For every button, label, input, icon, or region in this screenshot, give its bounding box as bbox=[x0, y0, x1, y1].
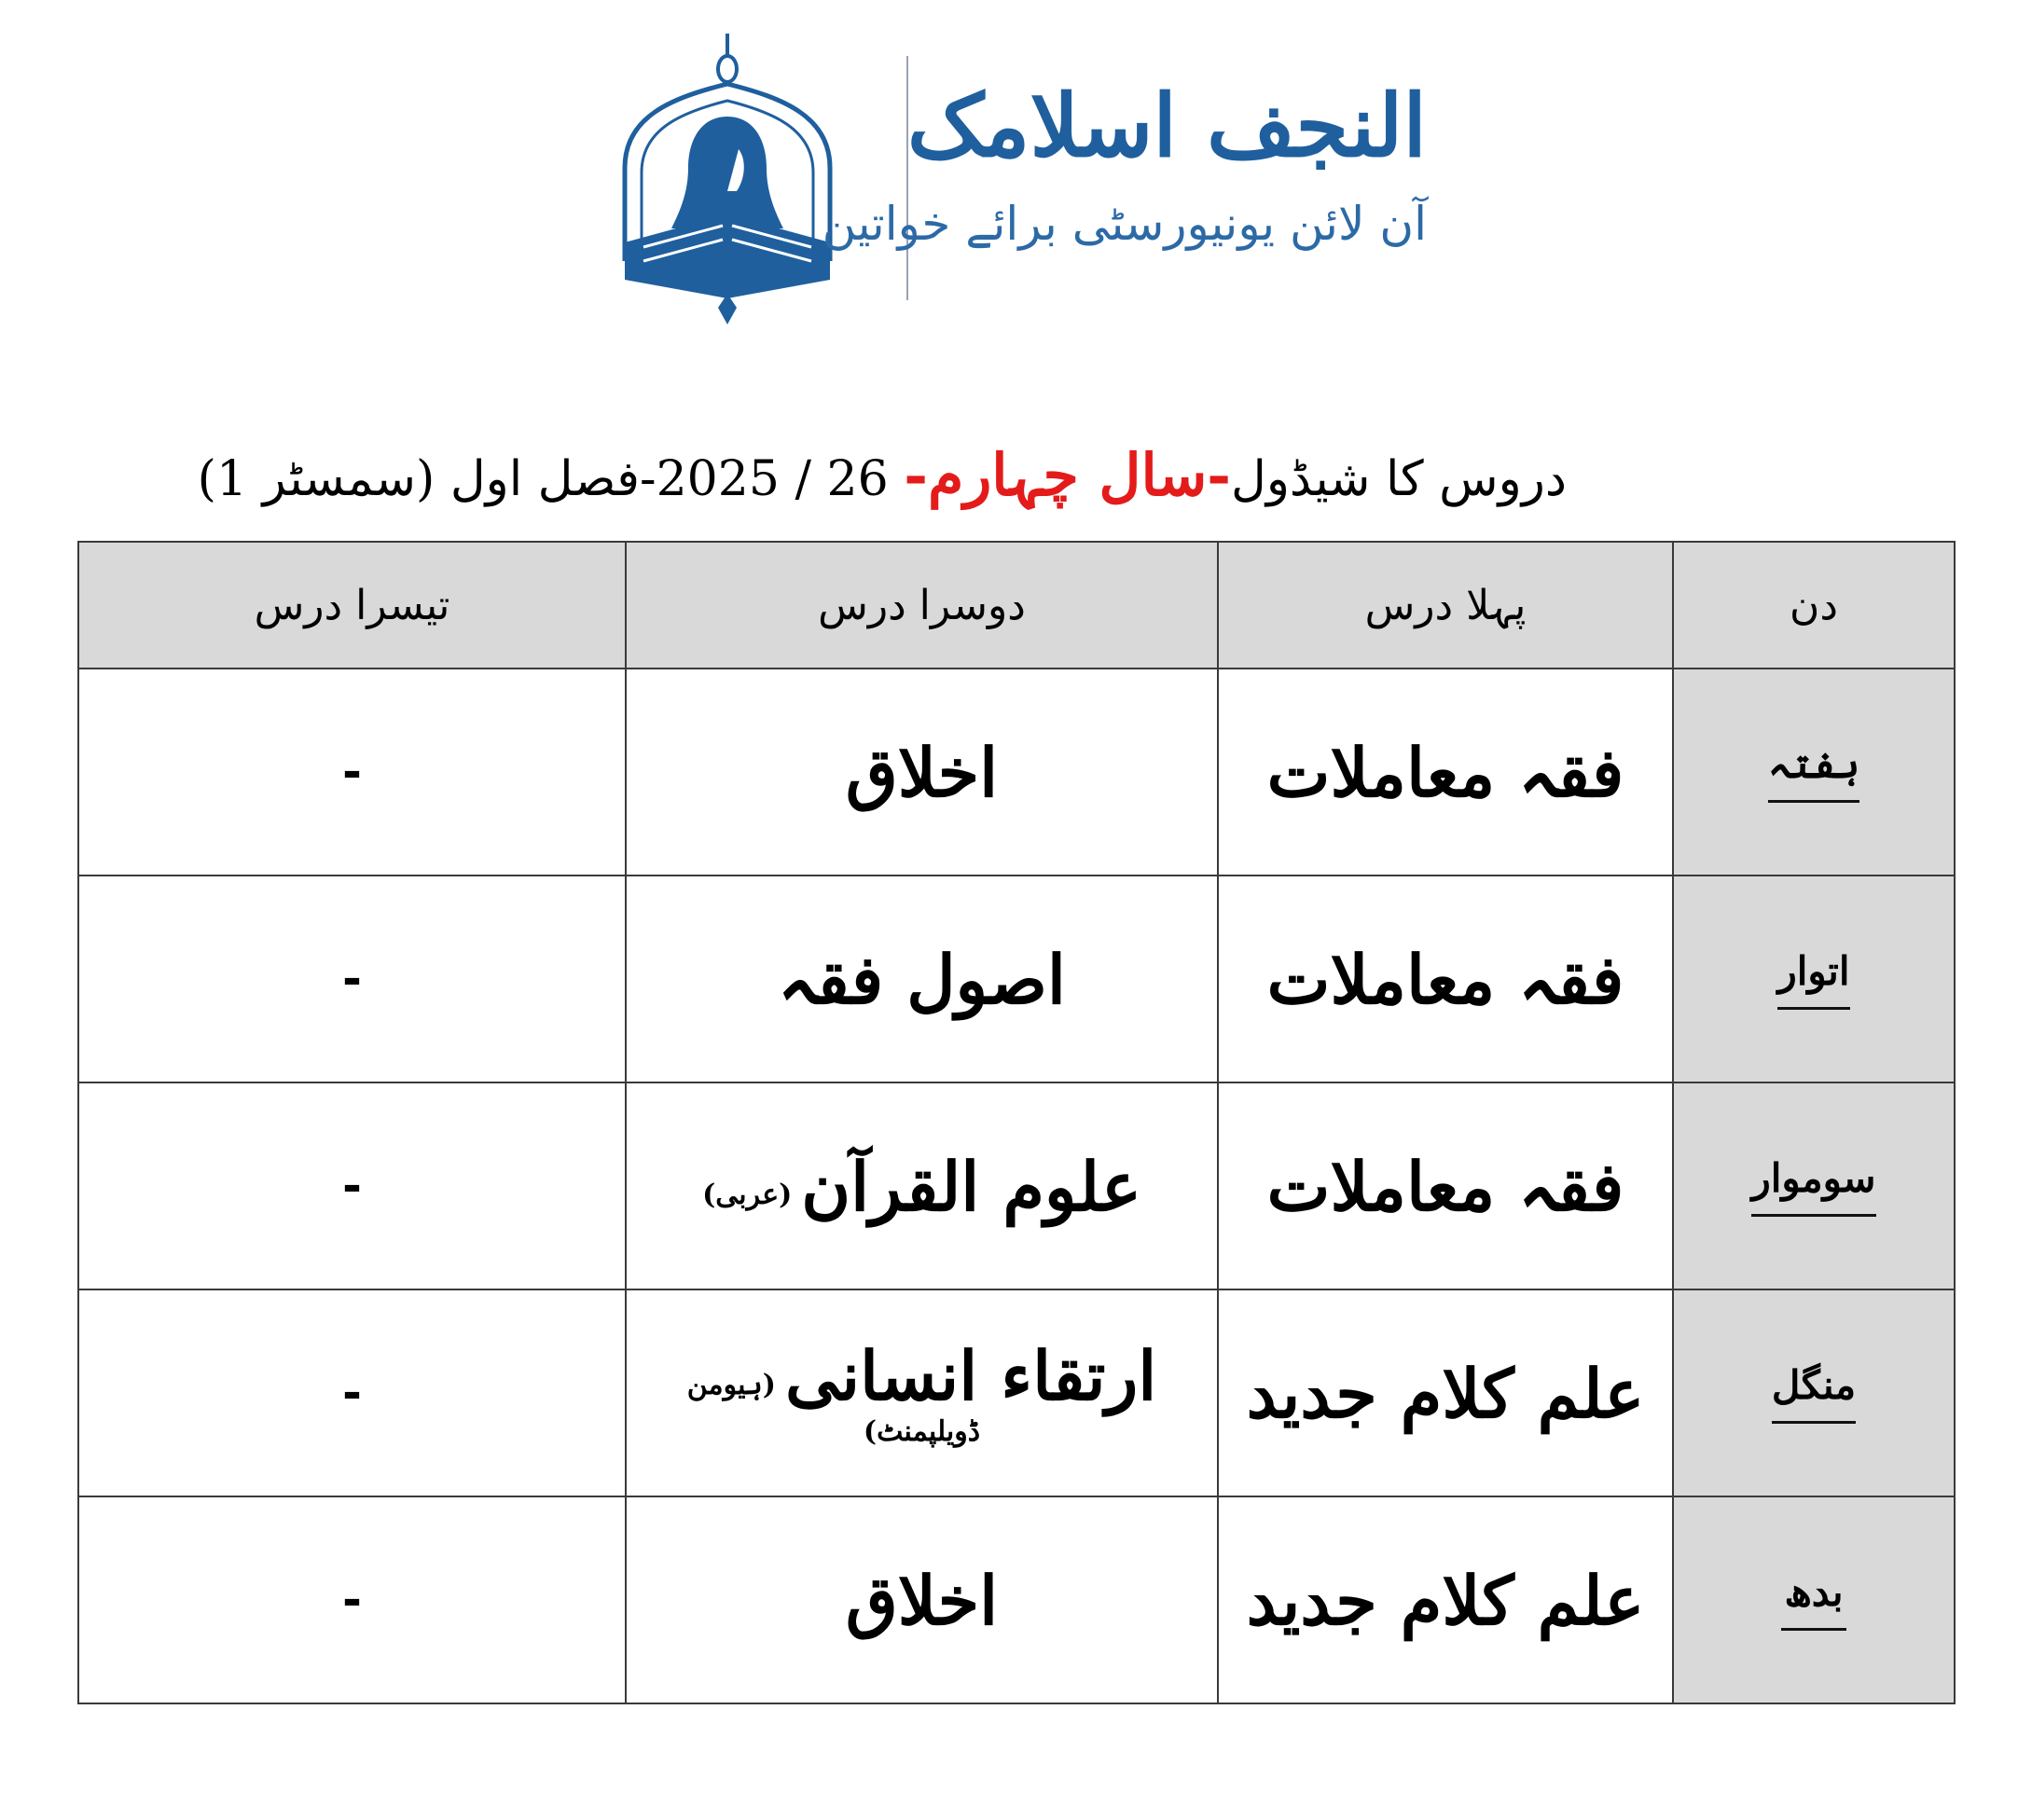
dome-woman-book-icon bbox=[606, 28, 849, 326]
table-row bbox=[78, 1289, 1955, 1496]
first-lesson-cell bbox=[1218, 1289, 1673, 1496]
third-lesson: - bbox=[342, 745, 362, 799]
first-lesson-cell bbox=[1218, 669, 1673, 876]
header-first-lesson: پہلا درس bbox=[1218, 542, 1673, 669]
first-lesson-cell bbox=[1218, 1496, 1673, 1703]
second-lesson: علوم القرآن bbox=[801, 1146, 1141, 1226]
day-label: سوموار bbox=[1751, 1155, 1875, 1217]
header-third-lesson: تیسرا درس bbox=[78, 542, 626, 669]
second-lesson-cell bbox=[626, 1496, 1218, 1703]
table-header-row bbox=[78, 542, 1955, 669]
second-lesson-note: (عربی) bbox=[702, 1179, 793, 1212]
first-lesson: فقہ معاملات bbox=[1266, 1146, 1624, 1226]
first-lesson: فقہ معاملات bbox=[1266, 732, 1624, 812]
header-day: دن bbox=[1673, 542, 1955, 669]
first-lesson: فقہ معاملات bbox=[1266, 939, 1624, 1019]
second-lesson-cell bbox=[626, 1289, 1218, 1496]
table-row bbox=[78, 1082, 1955, 1289]
schedule-table bbox=[77, 541, 1956, 1704]
second-lesson: اصول فقہ bbox=[778, 939, 1066, 1019]
day-cell bbox=[1673, 876, 1955, 1082]
second-lesson: اخلاق bbox=[845, 732, 999, 812]
second-lesson: اخلاق bbox=[845, 1560, 999, 1640]
third-lesson: - bbox=[342, 1159, 362, 1213]
day-label: بدھ bbox=[1781, 1569, 1846, 1631]
day-label: ہفتہ bbox=[1768, 741, 1859, 803]
title-year-accent: -سال چہارم- bbox=[904, 441, 1232, 509]
first-lesson: علم کلام جدید bbox=[1246, 1560, 1645, 1640]
third-lesson-cell bbox=[78, 1082, 626, 1289]
day-label: منگل bbox=[1772, 1362, 1856, 1424]
day-cell bbox=[1673, 1289, 1955, 1496]
third-lesson: - bbox=[342, 952, 362, 1006]
third-lesson: - bbox=[342, 1366, 362, 1420]
title-prefix: دروس کا شیڈول bbox=[1231, 451, 1567, 507]
third-lesson-cell bbox=[78, 1289, 626, 1496]
third-lesson-cell bbox=[78, 876, 626, 1082]
first-lesson-cell bbox=[1218, 1082, 1673, 1289]
second-lesson-note: (ہیومن ڈویلپمنٹ) bbox=[686, 1368, 981, 1448]
third-lesson-cell bbox=[78, 1496, 626, 1703]
day-label: اتوار bbox=[1777, 948, 1849, 1010]
first-lesson-cell bbox=[1218, 876, 1673, 1082]
second-lesson-cell bbox=[626, 876, 1218, 1082]
logo-text bbox=[822, 65, 1427, 308]
day-cell bbox=[1673, 1496, 1955, 1703]
table-row bbox=[78, 876, 1955, 1082]
third-lesson: - bbox=[342, 1573, 362, 1627]
day-cell bbox=[1673, 1082, 1955, 1289]
header-second-lesson: دوسرا درس bbox=[626, 542, 1218, 669]
title-suffix: 26 / 2025-فصل اول (سمسٹر 1) bbox=[197, 451, 889, 507]
first-lesson: علم کلام جدید bbox=[1246, 1353, 1645, 1433]
second-lesson-cell bbox=[626, 1082, 1218, 1289]
institution-logo bbox=[606, 28, 1445, 326]
table-row bbox=[78, 1496, 1955, 1703]
third-lesson-cell bbox=[78, 669, 626, 876]
brand-name: النجف اسلامک bbox=[906, 76, 1427, 176]
day-cell bbox=[1673, 669, 1955, 876]
page-title bbox=[197, 420, 1567, 531]
second-lesson: ارتقاء انسانی bbox=[784, 1335, 1157, 1415]
table-row bbox=[78, 669, 1955, 876]
second-lesson-cell bbox=[626, 669, 1218, 876]
brand-tagline: آن لائن یونیورسٹی برائے خواتین bbox=[822, 197, 1427, 251]
